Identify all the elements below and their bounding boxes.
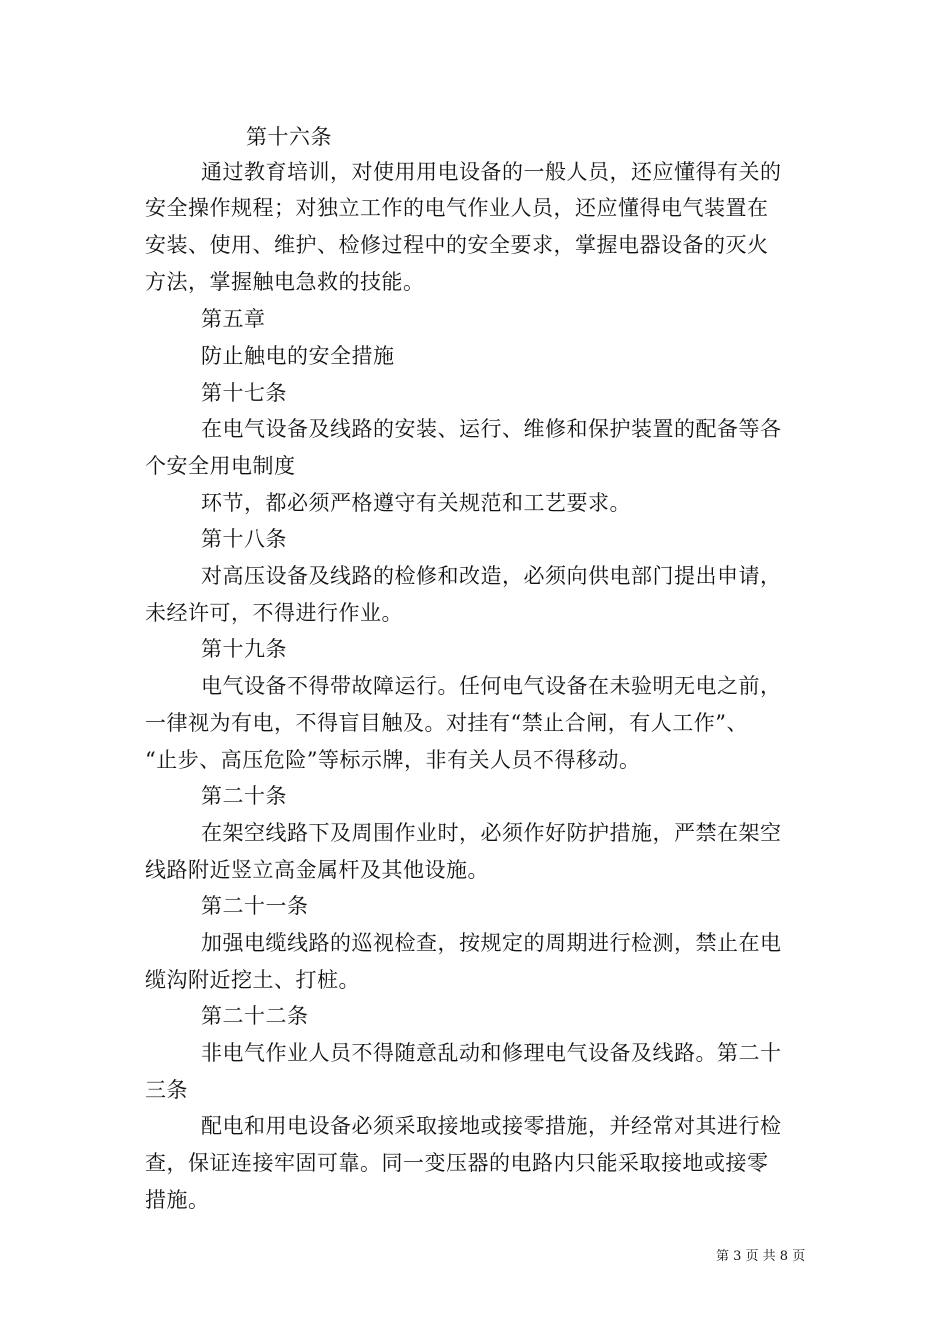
paragraph-line: 个安全用电制度	[145, 454, 296, 478]
paragraph-line: 通过教育培训，对使用用电设备的一般人员，还应懂得有关的	[201, 160, 782, 184]
paragraph-line: 安装、使用、维护、检修过程中的安全要求，掌握电器设备的灭火	[145, 233, 769, 257]
paragraph-line: 在架空线路下及周围作业时，必须作好防护措施，严禁在架空	[201, 821, 782, 845]
paragraph-line: 加强电缆线路的巡视检查，按规定的周期进行检测，禁止在电	[201, 931, 782, 955]
paragraph-line: 环节，都必须严格遵守有关规范和工艺要求。	[201, 491, 631, 515]
paragraph-line: 措施。	[145, 1188, 210, 1212]
paragraph-line: 电气设备不得带故障运行。任何电气设备在未验明无电之前，	[201, 674, 782, 698]
article-21-heading: 第二十一条	[201, 894, 309, 918]
chapter-5-title: 防止触电的安全措施	[201, 344, 395, 368]
chapter-5-heading: 第五章	[201, 307, 266, 331]
paragraph-line: “止步、高压危险”等标示牌，非有关人员不得移动。	[145, 748, 641, 772]
paragraph-line: 缆沟附近挖土、打桩。	[145, 968, 360, 992]
paragraph-line: 安全操作规程；对独立工作的电气作业人员，还应懂得电气装置在	[145, 196, 769, 220]
paragraph-line: 一律视为有电，不得盲目触及。对挂有“禁止合闸，有人工作”、	[145, 711, 748, 735]
article-22-heading: 第二十二条	[201, 1004, 309, 1028]
article-20-heading: 第二十条	[201, 784, 287, 808]
paragraph-line: 在电气设备及线路的安装、运行、维修和保护装置的配备等各	[201, 417, 782, 441]
page-number-footer: 第 3 页 共 8 页	[716, 1249, 806, 1264]
article-19-heading: 第十九条	[201, 637, 287, 661]
paragraph-line: 非电气作业人员不得随意乱动和修理电气设备及线路。第二十	[201, 1041, 782, 1065]
paragraph-line: 线路附近竖立高金属杆及其他设施。	[145, 858, 489, 882]
article-16-heading: 第十六条	[246, 125, 332, 149]
paragraph-line: 未经许可，不得进行作业。	[145, 601, 403, 625]
article-17-heading: 第十七条	[201, 381, 287, 405]
paragraph-line: 三条	[145, 1078, 188, 1102]
paragraph-line: 方法，掌握触电急救的技能。	[145, 270, 425, 294]
paragraph-line: 对高压设备及线路的检修和改造，必须向供电部门提出申请，	[201, 564, 782, 588]
paragraph-line: 配电和用电设备必须采取接地或接零措施，并经常对其进行检	[201, 1114, 782, 1138]
paragraph-line: 查，保证连接牢固可靠。同一变压器的电路内只能采取接地或接零	[145, 1151, 769, 1175]
article-18-heading: 第十八条	[201, 527, 287, 551]
